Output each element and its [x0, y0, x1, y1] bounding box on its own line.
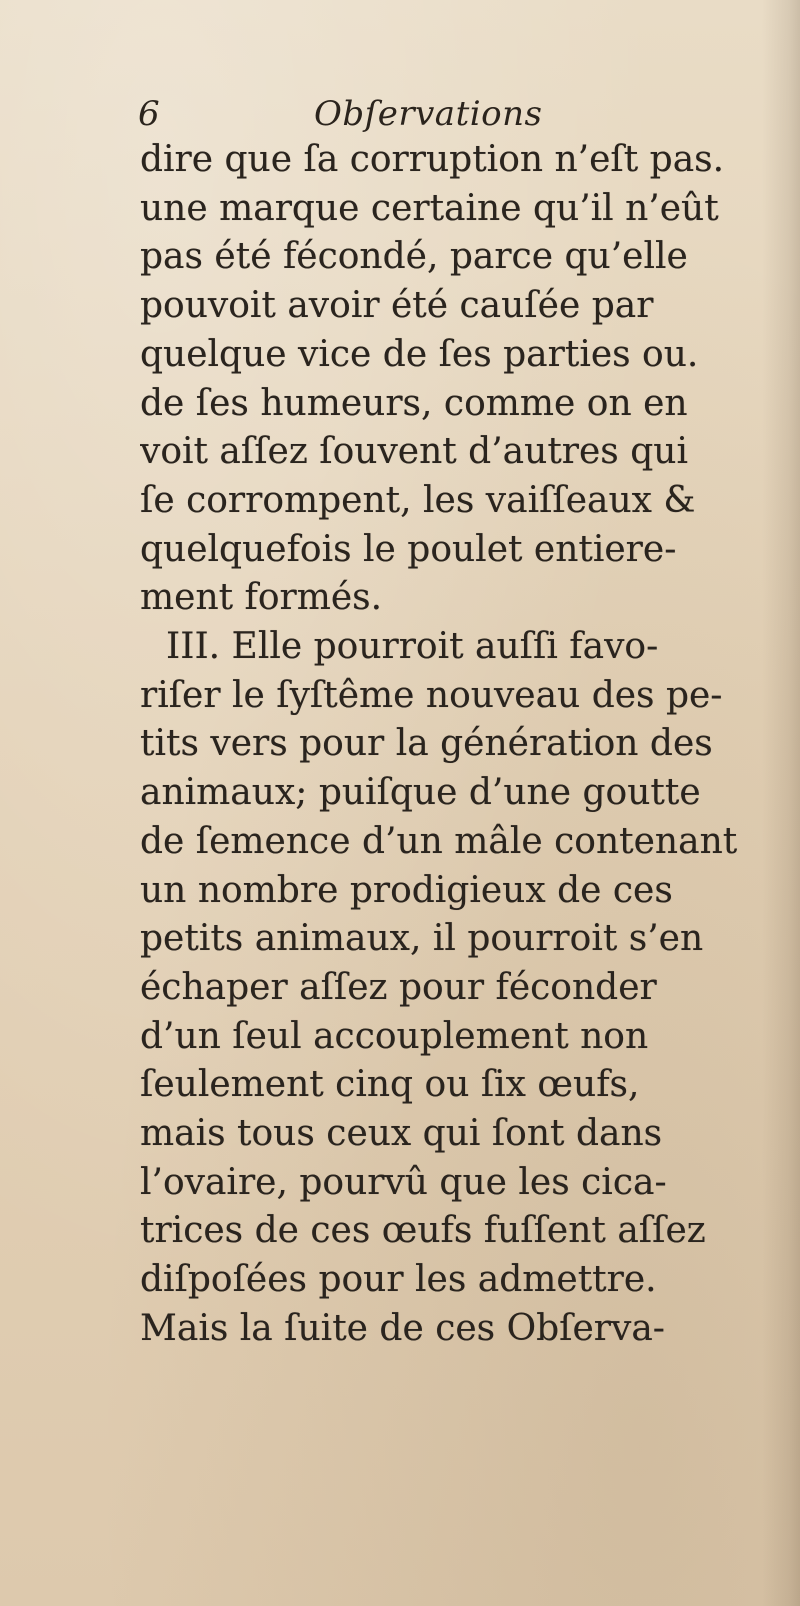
text-line: Mais la ſuite de ces Obſerva-	[140, 1307, 665, 1349]
text-line: un nombre prodigieux de ces	[140, 869, 673, 911]
page-number: 6	[138, 94, 160, 134]
text-line: quelquefois le poulet entiere-	[140, 528, 677, 570]
text-line: mais tous ceux qui ſont dans	[140, 1113, 663, 1155]
text-line: trices de ces œufs fuſſent aſſez	[140, 1210, 706, 1252]
text-line: dire que ſa corruption n’eſt pas.	[140, 139, 725, 180]
text-line: animaux; puiſque d’une goutte	[140, 772, 701, 814]
text-line: d’un ſeul accouplement non	[140, 1015, 649, 1057]
text-line-paragraph-start: III. Elle pourroit auſſi favo-	[166, 626, 659, 668]
text-line: échaper aſſez pour féconder	[140, 966, 657, 1008]
text-line: petits animaux, il pourroit s’en	[140, 918, 704, 960]
text-line: riſer le ſyſtême nouveau des pe-	[140, 674, 723, 716]
text-line: l’ovaire, pourvû que les cica-	[140, 1161, 667, 1203]
text-line: diſpoſées pour les admettre.	[140, 1259, 657, 1301]
running-head: Obſervations	[314, 94, 543, 134]
text-line: de ſemence d’un mâle contenant	[140, 820, 738, 862]
body-text	[140, 136, 770, 1416]
text-line: une marque certaine qu’il n’eût	[140, 187, 719, 229]
text-line: pas été fécondé, parce qu’elle	[140, 236, 688, 278]
text-line: quelque vice de ſes parties ou.	[140, 333, 699, 375]
text-line: voit aſſez ſouvent d’autres qui	[140, 431, 688, 473]
text-line: ſe corrompent, les vaiſſeaux &	[140, 479, 696, 521]
text-line: ſeulement cinq ou ſix œufs,	[140, 1064, 640, 1106]
text-line: ment formés.	[140, 577, 383, 619]
text-line: tits vers pour la génération des	[140, 723, 713, 765]
text-line: pouvoit avoir été cauſée par	[140, 285, 654, 327]
text-line: de ſes humeurs, comme on en	[140, 382, 688, 424]
